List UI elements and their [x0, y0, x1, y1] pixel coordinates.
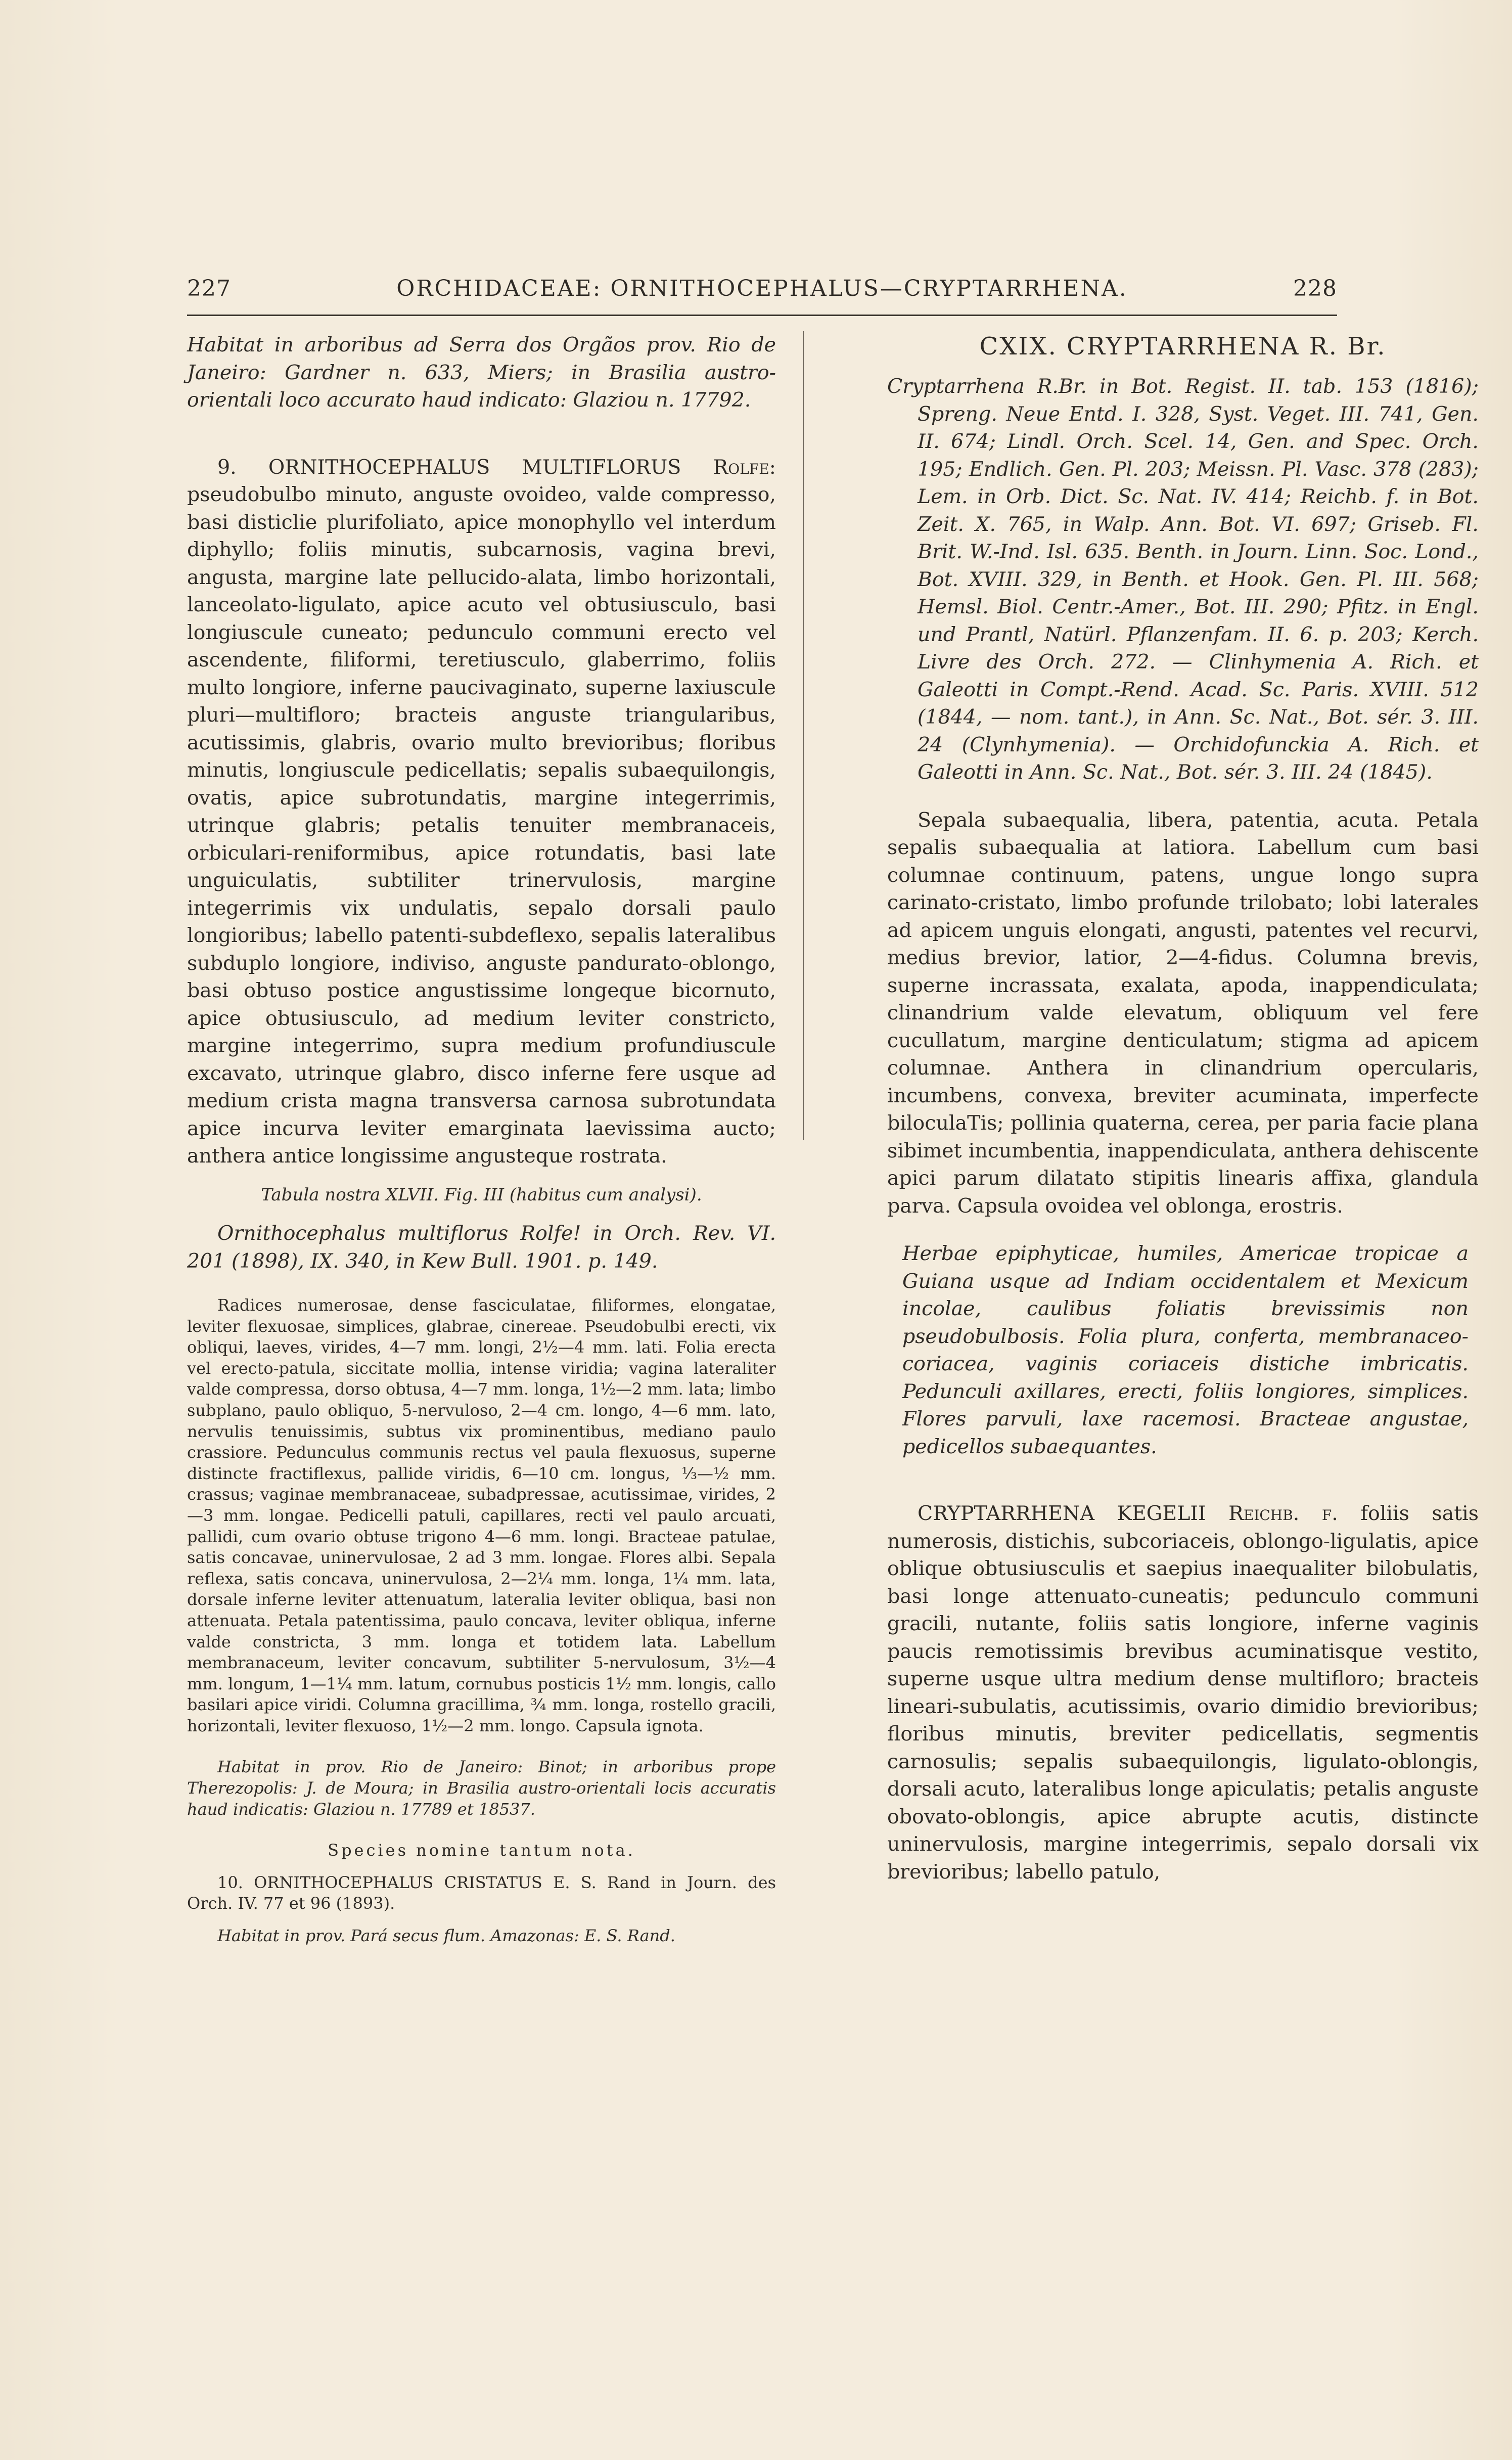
spacer — [187, 1914, 776, 1926]
species-entry: 10. ORNITHOCEPHALUS CRISTATUS E. S. Rand in Journ. des Orch. IV. 77 et 96 (1893). — [187, 1872, 776, 1913]
species-number: 9. — [217, 455, 237, 479]
column-divider — [803, 331, 804, 1140]
running-head — [187, 276, 1337, 316]
spacer — [887, 362, 1479, 373]
spacer — [887, 786, 1479, 807]
species-paragraph — [187, 454, 776, 1170]
genus-references: Cryptarrhena R.Br. in Bot. Regist. II. tab. 153 (1816); Spreng. Neue Entd. I. 328, Syst. Veget. III. 741, Gen. II. 674; Lindl. Orch. Scel. 14, Gen. and Spec. Orch. 195; Endlich. Gen. Pl. 203; Meissn. Pl. Vasc. 378 (283); Lem. in Orb. Dict. Sc. Nat. IV. 414; Reichb. f. in Bot. Zeit. X. 765, in Walp. Ann. Bot. VI. 697; Griseb. Fl. Brit. W.-Ind. Isl. 635. Benth. in Journ. Linn. Soc. Lond., Bot. XVIII. 329, in Benth. et Hook. Gen. Pl. III. 568; Hemsl. Biol. Centr.-Amer., Bot. III. 290; Pfitz. in Engl. und Prantl, Natürl. Pflanzenfam. II. 6. p. 203; Kerch. Livre des Orch. 272. — Clinhymenia A. Rich. et Galeotti in Compt.-Rend. Acad. Sc. Paris. XVIII. 512 (1844, — nom. tant.), in Ann. Sc. Nat., Bot. sér. 3. III. 24 (Clynhymenia). — Orchidofunckia A. Rich. et Galeotti in Ann. Sc. Nat., Bot. sér. 3. III. 24 (1845). — [887, 375, 1479, 784]
habit-description: Herbae epiphyticae, humiles, Americae tropicae a Guiana usque ad Indiam occidentalem et Mexicum incolae, caulibus foliatis brevissimis non pseudobulbosis. Folia plura, conferta, membranaceo-coriacea, vaginis coriaceis distiche imbricatis. Pedunculi axillares, erecti, foliis longiores, simplices. Flores parvuli, laxe racemosi. Bracteae angustae, pedicellos subaequantes. — [902, 1242, 1469, 1458]
species-paragraph — [887, 1500, 1479, 1886]
page-number-left: 227 — [187, 276, 231, 301]
species-author: Reichb. f. — [1228, 1502, 1338, 1525]
left-column — [187, 331, 776, 1947]
detailed-description: Radices numerosae, dense fasciculatae, filiformes, elongatae, leviter flexuosae, simplices, glabrae, cinereae. Pseudobulbi erecti, vix obliqui, laeves, virides, 4—7 mm. longi, 2½—4 mm. lati. Folia erecta vel erecto-patula, siccitate mollia, intense viridia; vagina lateraliter valde compressa, dorso obtusa, 4—7 mm. longa, 1½—2 mm. lata; limbo subplano, paulo obliquo, 5-nervuloso, 2—4 cm. longo, 4—6 mm. lato, nervulis tenuissimis, subtus vix prominentibus, mediano paulo crassiore. Pedunculus communis rectus vel paula flexuosus, superne distincte fractiflexus, pallide viridis, 6—10 cm. longus, ⅓—½ mm. crassus; vaginae membranaceae, subadpressae, acutissimae, virides, 2—3 mm. longae. Pedicelli patuli, capillares, recti vel paulo arcuati, pallidi, cum ovario obtuse trigono 4—6 mm. longi. Bracteae patulae, satis concavae, uninervulosae, 2 ad 3 mm. longae. Flores albi. Sepala reflexa, satis concava, uninervulosa, 2—2¼ mm. longa, 1¼ mm. lata, dorsale inferne leviter attenuatum, lateralia leviter obliqua, basi non attenuata. Petala patentissima, paulo concava, leviter obliqua, inferne valde constricta, 3 mm. longa et totidem lata. Labellum membranaceum, leviter concavum, subtiliter 5-nervulosum, 3½—4 mm. longum, 1—1¼ mm. latum, cornubus posticis 1½ mm. longis, callo basilari apice viridi. Columna gracillima, ¾ mm. longa, rostello gracili, horizontali, leviter flexuoso, 1½—2 mm. longo. Capsula ignota. — [187, 1295, 776, 1735]
species-name: ORNITHOCEPHALUS MULTIFLORUS — [268, 455, 681, 479]
habitat-text: Habitat in arboribus ad Serra dos Orgãos prov. Rio de Janeiro: Gardner n. 633, Miers; in Brasilia austro-orientali loco accurato haud indicato: Glaziou n. 17792. — [187, 333, 776, 412]
running-title: ORCHIDACEAE: ORNITHOCEPHALUS—CRYPTARRHENA. — [396, 276, 1128, 301]
species-name: CRYPTARRHENA KEGELII — [918, 1502, 1206, 1525]
genus-heading: CXIX. CRYPTARRHENA R. Br. — [979, 332, 1387, 361]
page-number-right: 228 — [1293, 276, 1337, 301]
species-description: foliis satis numerosis, distichis, subcoriaceis, oblongo-ligulatis, apice oblique obtusiusculis et saepius inaequaliter bilobulatis, basi longe attenuato-cuneatis; pedunculo communi gracili, nutante, foliis satis longiore, inferne vaginis paucis remotissimis brevibus acuminatisque vestito, superne usque ultra medium dense multifloro; bracteis lineari-subulatis, acutissimis, ovario dimidio brevioribus; floribus minutis, breviter pedicellatis, segmentis carnosulis; sepalis subaequilongis, ligulato-oblongis, dorsali acuto, lateralibus longe apiculatis; petalis anguste obovato-oblongis, apice abrupte acutis, distincte uninervulosis, margine integerrimis, sepalo dorsali vix brevioribus; labello patulo, — [887, 1502, 1479, 1884]
spacer — [887, 1460, 1479, 1500]
spacer — [187, 1861, 776, 1872]
spacer — [187, 414, 776, 454]
header-rule — [187, 315, 1337, 316]
spacer — [187, 1820, 776, 1840]
habitat-text: Habitat in prov. Pará secus flum. Amazonas: E. S. Rand. — [217, 1926, 675, 1946]
spacer — [187, 1736, 776, 1757]
genus-description: Sepala subaequalia, libera, patentia, acuta. Petala sepalis subaequalia at latiora. Labellum cum basi columnae continuum, patens, ungue longo supra carinato-cristato, limbo profunde trilobato; lobi laterales ad apicem unguis elongati, angusti, patentes vel recurvi, medius brevior, latior, 2—4-fidus. Columna brevis, superne incrassata, exalata, apoda, inappendiculata; clinandrium valde elevatum, obliquum vel fere cucullatum, margine denticulatum; stigma ad apicem columnae. Anthera in clinandrium opercularis, incumbens, convexa, breviter acuminata, imperfecte biloculaTis; pollinia quaterna, cerea, per paria facie plana sibimet incumbentia, inappendiculata, anthera dehiscente apici parum dilatato stipitis linearis affixa, glandula parva. Capsula ovoidea vel oblonga, erostris. — [887, 808, 1479, 1218]
spacer — [887, 1220, 1479, 1240]
species-author: Rolfe — [713, 455, 769, 479]
section-note: Species nomine tantum nota. — [328, 1841, 635, 1860]
species-description: : pseudobulbo minuto, anguste ovoideo, valde compresso, basi disticlie plurifoliato, apice monophyllo vel interdum diphyllo; foliis minutis, subcarnosis, vagina brevi, angusta, margine late pellucido-alata, limbo horizontali, lanceolato-ligulato, apice acuto vel obtusiusculo, basi longiuscule cuneato; pedunculo communi erecto vel ascendente, filiformi, teretiusculo, glaberrimo, foliis multo longiore, inferne paucivaginato, superne laxiuscule pluri—multifloro; bracteis anguste triangularibus, acutissimis, glabris, ovario multo brevioribus; floribus minutis, longiuscule pedicellatis; sepalis subaequilongis, ovatis, apice subrotundatis, margine integerrimis, utrinque glabris; petalis tenuiter membranaceis, orbiculari-reniformibus, apice rotundatis, basi late unguiculatis, subtiliter trinervulosis, margine integerrimis vix undulatis, sepalo dorsali paulo longioribus; labello patenti-subdeflexo, sepalis lateralibus subduplo longiore, indiviso, anguste pandurato-oblongo, basi obtuso postice angustissime longeque bicornuto, apice obtusiusculo, ad medium leviter constricto, margine integerrimo, supra medium profundiuscule excavato, utrinque glabro, disco inferne fere usque ad medium crista magna transversa carnosa subrotundata apice incurva leviter emarginata laevissima aucto; anthera antice longissime angusteque rostrata. — [187, 455, 776, 1168]
spacer — [187, 1170, 776, 1181]
spacer — [187, 1275, 776, 1295]
literature-reference: Ornithocephalus multiflorus Rolfe! in Orch. Rev. VI. 201 (1898), IX. 340, in Kew Bull. 1901. p. 149. — [187, 1222, 776, 1273]
tabula-reference: Tabula nostra XLVII. Fig. III (habitus cum analysi). — [261, 1184, 702, 1205]
spacer — [187, 1209, 776, 1220]
right-column — [887, 331, 1479, 1886]
habitat-text: Habitat in prov. Rio de Janeiro: Binot; in arboribus prope Therezopolis: J. de Moura; in Brasilia austro-orientali locis accuratis haud indicatis: Glaziou n. 17789 et 18537. — [187, 1757, 776, 1819]
